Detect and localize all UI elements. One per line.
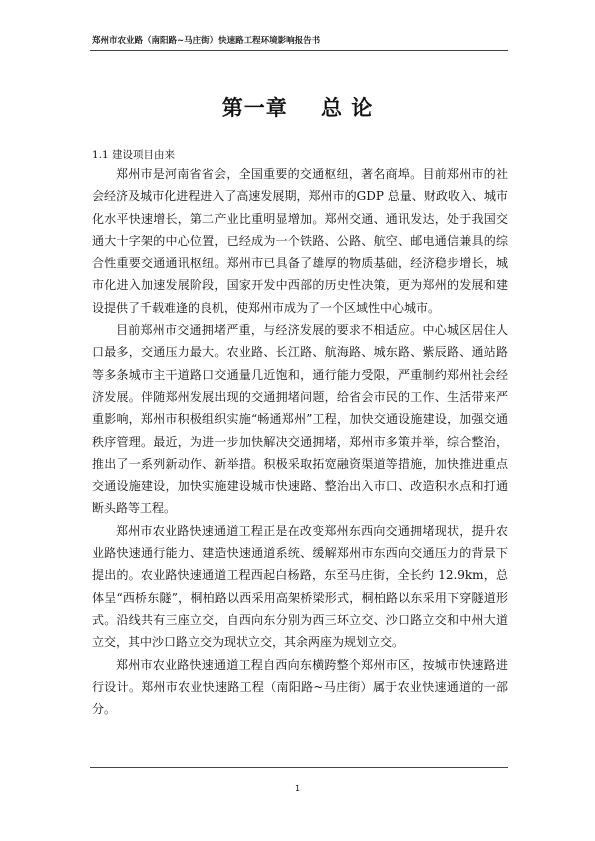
chapter-title: 第一章 总 论 [221,95,374,120]
page-number: 1 [294,784,301,793]
paragraph: 郑州市农业路快速通道工程自西向东横跨整个郑州市区，按城市快速路进行设计。郑州市农业快速路工程（南阳路~马庄街）属于农业快速通道的一部分。 [92,657,508,717]
header-divider [90,50,508,51]
running-header: 郑州市农业路（南阳路~马庄街）快速路工程环境影响报告书 [92,36,321,46]
paragraph: 目前郑州市交通拥堵严重，与经济发展的要求不相适应。中心城区居住人口最多，交通压力最大。农业路、长江路、航海路、城东路、紫辰路、通站路等多条城市主干道路口交通量几近饱和，通行能力受限，严重制约郑州社会经济发展。伴随郑州发展出现的交通拥堵问题，给省会市民的工作、生活带来严重影响，郑州市积极组织实施“畅通郑州”工程，加快交通设施建设，加强交通秩序管理。最近，为进一步加快解决交通拥堵，郑州市多策并举，综合整治，推出了一系列新动作、新举措。积极采取拓宽融资渠道等措施，加快推进重点交通设施建设，加快实施建设城市快速路、整治出入市口、改造积水点和打通断头路等工程。 [92,323,508,516]
body-text [92,163,508,720]
paragraph: 郑州市是河南省省会，全国重要的交通枢纽，著名商埠。目前郑州市的社会经济及城市化进程进入了高速发展期，郑州市的GDP 总量、财政收入、城市化水平快速增长，第二产业比重明显增加。郑州交通、通讯发达，处于我国交通大十字架的中心位置，已经成为一个铁路、公路、航空、邮电通信兼具的综合性重要交通通讯枢纽。郑州市已具备了雄厚的物质基础，经济稳步增长，城市化进入加速发展阶段，国家开发中西部的历史性决策，更为郑州的发展和建设提供了千载难逢的良机，使郑州市成为了一个区域性中心城市。 [92,167,508,315]
section-heading: 1.1 建设项目由来 [92,149,176,161]
paragraph: 郑州市农业路快速通道工程正是在改变郑州东西向交通拥堵现状，提升农业路快速通行能力、建造快速通道系统、缓解郑州市东西向交通压力的背景下提出的。农业路快速通道工程西起白杨路，东至马庄街，全长约 12.9km，总体呈“西桥东隧”，桐柏路以西采用高架桥梁形式，桐柏路以东采用下穿隧道形式。沿线共有三座立交，自西向东分别为西三环立交、沙口路立交和中州大道立交，其中沙口路立交为现状立交，其余两座为规划立交。 [92,523,508,650]
footer-divider [90,767,508,768]
